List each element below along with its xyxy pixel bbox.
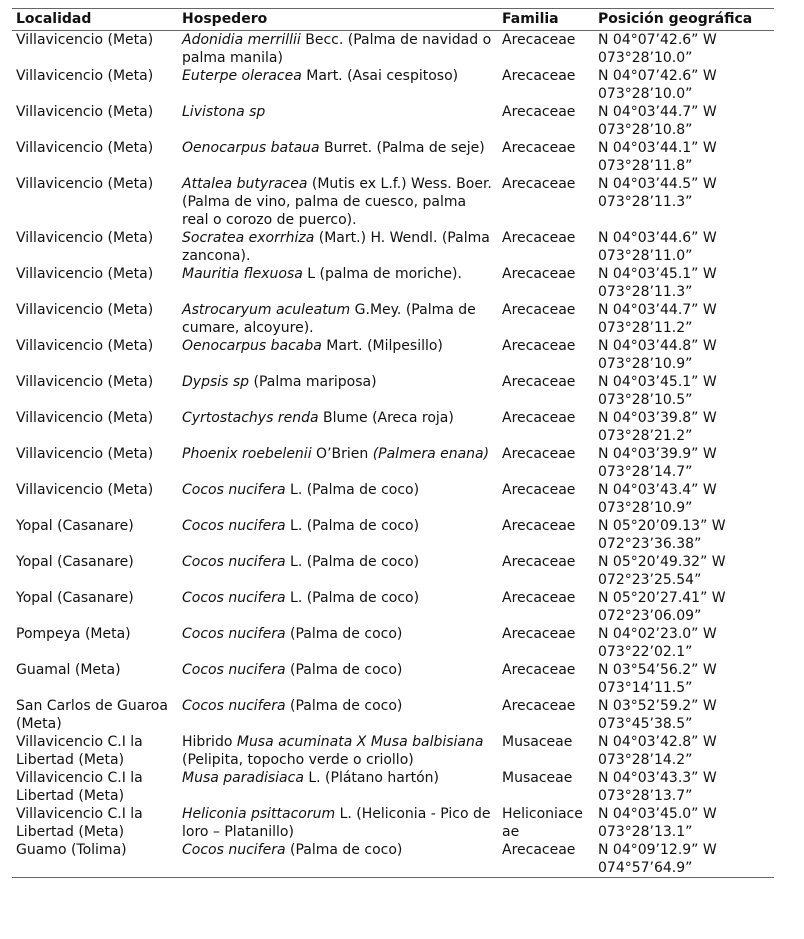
host-scientific-name: Astrocaryum aculeatum	[182, 302, 351, 318]
coord-longitude: 073°28’13.7”	[598, 788, 693, 804]
host-scientific-name: Cocos nucifera	[182, 482, 286, 498]
coord-longitude: 073°28’10.8”	[598, 122, 693, 138]
table-row	[12, 697, 774, 733]
host-scientific-name: Oenocarpus bacaba	[182, 338, 322, 354]
cell-familia: Arecaceae	[502, 554, 576, 570]
coord-longitude: 073°28’10.9”	[598, 500, 693, 516]
coord-longitude: 073°28’10.0”	[598, 86, 693, 102]
cell-hospedero	[178, 661, 498, 697]
cell-localidad: Villavicencio C.I la Libertad (Meta)	[16, 806, 143, 840]
cell-posicion	[594, 481, 774, 517]
table-row	[12, 229, 774, 265]
host-scientific-name: Cyrtostachys renda	[182, 410, 319, 426]
host-common-name: (Palma de coco)	[285, 662, 403, 678]
cell-familia: Musaceae	[502, 770, 573, 786]
host-common-name: (Mart.) H. Wendl. (Palma zancona).	[182, 230, 490, 264]
coord-longitude: 073°28’11.8”	[598, 158, 693, 174]
header-posicion: Posición geográfica	[594, 9, 774, 31]
coord-longitude: 073°28’11.0”	[598, 248, 693, 264]
cell-hospedero	[178, 409, 498, 445]
cell-localidad: Villavicencio (Meta)	[16, 176, 154, 192]
host-common-name: Blume (Areca roja)	[318, 410, 454, 426]
cell-hospedero	[178, 625, 498, 661]
cell-hospedero	[178, 301, 498, 337]
host-table	[12, 8, 774, 878]
host-common-name: Burret. (Palma de seje)	[319, 140, 485, 156]
cell-familia: Arecaceae	[502, 32, 576, 48]
cell-localidad: Villavicencio (Meta)	[16, 32, 154, 48]
table-row	[12, 337, 774, 373]
host-scientific-name: Livistona sp	[182, 104, 266, 120]
cell-posicion	[594, 409, 774, 445]
table-row	[12, 769, 774, 805]
host-common-name: (Palma de coco)	[285, 698, 403, 714]
cell-localidad: Villavicencio (Meta)	[16, 230, 154, 246]
coord-latitude: N 04°03’44.1” W	[598, 140, 717, 156]
cell-localidad: Guamo (Tolima)	[12, 841, 178, 878]
cell-localidad: Guamal (Meta)	[16, 662, 121, 678]
cell-posicion	[594, 697, 774, 733]
cell-hospedero	[178, 805, 498, 841]
header-familia: Familia	[498, 9, 594, 31]
cell-localidad: Yopal (Casanare)	[16, 590, 134, 606]
host-common-name: (Mutis ex L.f.) Wess. Boer. (Palma de vino, palma de cuesco, palma real o corozo de puerco).	[182, 176, 492, 228]
host-common-name: (Palma de coco)	[285, 626, 403, 642]
host-scientific-name: Cocos nucifera	[182, 842, 286, 858]
host-common-name: (Pelipita, topocho verde o criollo)	[182, 752, 414, 768]
coord-longitude: 073°28’10.9”	[598, 356, 693, 372]
coord-longitude: 072°23’06.09”	[598, 608, 702, 624]
host-common-name: L. (Heliconia - Pico de loro – Platanillo)	[182, 806, 491, 840]
cell-localidad: Villavicencio (Meta)	[16, 266, 154, 282]
cell-posicion	[594, 733, 774, 769]
table-row	[12, 409, 774, 445]
host-scientific-name: Musa paradisiaca	[182, 770, 304, 786]
cell-localidad: Villavicencio (Meta)	[16, 302, 154, 318]
cell-familia: Arecaceae	[502, 230, 576, 246]
cell-familia: Arecaceae	[502, 176, 576, 192]
cell-hospedero	[178, 265, 498, 301]
host-common-name: L. (Palma de coco)	[285, 482, 420, 498]
coord-latitude: N 04°03’44.7” W	[598, 104, 717, 120]
cell-localidad: Villavicencio (Meta)	[16, 68, 154, 84]
host-common-name: L. (Palma de coco)	[285, 518, 420, 534]
cell-localidad: Villavicencio (Meta)	[16, 140, 154, 156]
host-scientific-name: Cocos nucifera	[182, 518, 286, 534]
host-scientific-name: Cocos nucifera	[182, 626, 286, 642]
cell-posicion	[594, 229, 774, 265]
table-row	[12, 175, 774, 229]
cell-posicion	[594, 841, 774, 878]
coord-longitude: 074°57’64.9”	[598, 860, 693, 876]
table-row	[12, 139, 774, 175]
coord-latitude: N 05°20’09.13” W	[598, 518, 726, 534]
host-prefix: Hibrido	[182, 734, 237, 750]
cell-familia: Arecaceae	[502, 518, 576, 534]
table-row	[12, 31, 774, 68]
host-common-name: L (palma de moriche).	[302, 266, 462, 282]
cell-posicion	[594, 661, 774, 697]
host-scientific-name: Attalea butyracea	[182, 176, 308, 192]
table-row	[12, 265, 774, 301]
coord-longitude: 073°28’11.3”	[598, 194, 693, 210]
table-body	[12, 31, 774, 878]
cell-familia: Arecaceae	[502, 140, 576, 156]
cell-posicion	[594, 805, 774, 841]
table-row	[12, 481, 774, 517]
host-common-name: O’Brien	[311, 446, 373, 462]
host-common-name-italic: (Palmera enana)	[372, 446, 490, 462]
host-common-name: (Palma de coco)	[285, 842, 403, 858]
cell-localidad: Villavicencio (Meta)	[16, 446, 154, 462]
cell-posicion	[594, 67, 774, 103]
coord-latitude: N 04°03’44.6” W	[598, 230, 717, 246]
coord-latitude: N 03°52’59.2” W	[598, 698, 717, 714]
cell-localidad: Villavicencio (Meta)	[16, 104, 154, 120]
cell-posicion	[594, 625, 774, 661]
cell-posicion	[594, 589, 774, 625]
coord-longitude: 073°14’11.5”	[598, 680, 693, 696]
cell-hospedero	[178, 841, 498, 878]
table-row	[12, 301, 774, 337]
coord-latitude: N 03°54’56.2” W	[598, 662, 717, 678]
cell-familia: Arecaceae	[502, 410, 576, 426]
table-header-row	[12, 9, 774, 31]
coord-latitude: N 04°02’23.0” W	[598, 626, 717, 642]
coord-latitude: N 05°20’27.41” W	[598, 590, 726, 606]
coord-latitude: N 04°09’12.9” W	[598, 842, 717, 858]
cell-hospedero	[178, 139, 498, 175]
coord-latitude: N 04°03’45.0” W	[598, 806, 717, 822]
cell-posicion	[594, 337, 774, 373]
header-hospedero: Hospedero	[178, 9, 498, 31]
cell-localidad: Villavicencio (Meta)	[16, 338, 154, 354]
cell-localidad: Villavicencio (Meta)	[16, 482, 154, 498]
cell-familia: Arecaceae	[502, 662, 576, 678]
coord-longitude: 073°28’14.7”	[598, 464, 693, 480]
cell-posicion	[594, 769, 774, 805]
cell-localidad: Pompeya (Meta)	[16, 626, 131, 642]
cell-familia: Arecaceae	[502, 68, 576, 84]
coord-latitude: N 04°03’39.8” W	[598, 410, 717, 426]
host-scientific-name: Mauritia flexuosa	[182, 266, 303, 282]
cell-posicion	[594, 265, 774, 301]
coord-longitude: 073°28’21.2”	[598, 428, 693, 444]
table-row	[12, 445, 774, 481]
cell-hospedero	[178, 481, 498, 517]
host-scientific-name: Socratea exorrhiza	[182, 230, 315, 246]
cell-posicion	[594, 301, 774, 337]
cell-localidad: Yopal (Casanare)	[16, 518, 134, 534]
cell-hospedero	[178, 373, 498, 409]
cell-posicion	[594, 373, 774, 409]
coord-longitude: 072°23’25.54”	[598, 572, 702, 588]
coord-longitude: 073°28’11.2”	[598, 320, 693, 336]
coord-latitude: N 05°20’49.32” W	[598, 554, 726, 570]
table-row	[12, 517, 774, 553]
cell-localidad: Villavicencio (Meta)	[16, 410, 154, 426]
coord-latitude: N 04°03’43.3” W	[598, 770, 717, 786]
cell-localidad: Villavicencio C.I la Libertad (Meta)	[16, 770, 143, 804]
table-row	[12, 733, 774, 769]
table-row	[12, 661, 774, 697]
cell-posicion	[594, 175, 774, 229]
table-row	[12, 625, 774, 661]
cell-familia: Musaceae	[502, 734, 573, 750]
cell-familia: Arecaceae	[502, 302, 576, 318]
cell-hospedero	[178, 517, 498, 553]
cell-familia: Heliconiaceae	[502, 806, 583, 840]
cell-familia: Arecaceae	[502, 446, 576, 462]
cell-familia: Arecaceae	[498, 841, 594, 878]
cell-posicion	[594, 31, 774, 68]
cell-posicion	[594, 103, 774, 139]
cell-hospedero	[178, 337, 498, 373]
coord-longitude: 073°28’10.0”	[598, 50, 693, 66]
host-scientific-name: Euterpe oleracea	[182, 68, 302, 84]
cell-localidad: Villavicencio C.I la Libertad (Meta)	[16, 734, 143, 768]
host-common-name: Mart. (Milpesillo)	[321, 338, 443, 354]
host-scientific-name: Cocos nucifera	[182, 590, 286, 606]
host-common-name: (Palma mariposa)	[249, 374, 377, 390]
cell-familia: Arecaceae	[502, 626, 576, 642]
coord-latitude: N 04°03’39.9” W	[598, 446, 717, 462]
coord-latitude: N 04°03’44.8” W	[598, 338, 717, 354]
cell-familia: Arecaceae	[502, 482, 576, 498]
cell-hospedero	[178, 103, 498, 139]
host-scientific-name: Adonidia merrillii	[182, 32, 301, 48]
cell-familia: Arecaceae	[502, 104, 576, 120]
host-scientific-name: Cocos nucifera	[182, 554, 286, 570]
header-localidad: Localidad	[12, 9, 178, 31]
host-common-name: L. (Palma de coco)	[285, 554, 420, 570]
coord-longitude: 073°28’10.5”	[598, 392, 693, 408]
cell-familia: Arecaceae	[502, 266, 576, 282]
cell-familia: Arecaceae	[502, 698, 576, 714]
cell-hospedero	[178, 733, 498, 769]
cell-hospedero	[178, 589, 498, 625]
cell-hospedero	[178, 31, 498, 68]
coord-latitude: N 04°03’44.5” W	[598, 176, 717, 192]
cell-posicion	[594, 553, 774, 589]
host-scientific-name: Musa acuminata X Musa balbisiana	[236, 734, 484, 750]
host-scientific-name: Heliconia psittacorum	[182, 806, 336, 822]
table-row	[12, 805, 774, 841]
cell-hospedero	[178, 553, 498, 589]
coord-latitude: N 04°03’42.8” W	[598, 734, 717, 750]
coord-latitude: N 04°03’43.4” W	[598, 482, 717, 498]
host-scientific-name: Phoenix roebelenii	[182, 446, 312, 462]
cell-hospedero	[178, 697, 498, 733]
cell-hospedero	[178, 67, 498, 103]
table-row	[12, 67, 774, 103]
coord-longitude: 073°45’38.5”	[598, 716, 693, 732]
cell-posicion	[594, 445, 774, 481]
coord-longitude: 073°22’02.1”	[598, 644, 693, 660]
cell-familia: Arecaceae	[502, 338, 576, 354]
cell-hospedero	[178, 769, 498, 805]
cell-familia: Arecaceae	[502, 374, 576, 390]
host-common-name: L. (Plátano hartón)	[303, 770, 439, 786]
coord-latitude: N 04°03’44.7” W	[598, 302, 717, 318]
cell-hospedero	[178, 229, 498, 265]
cell-hospedero	[178, 175, 498, 229]
coord-longitude: 073°28’14.2”	[598, 752, 693, 768]
host-scientific-name: Cocos nucifera	[182, 662, 286, 678]
cell-localidad: Villavicencio (Meta)	[16, 374, 154, 390]
coord-latitude: N 04°03’45.1” W	[598, 374, 717, 390]
coord-longitude: 073°28’13.1”	[598, 824, 693, 840]
host-scientific-name: Oenocarpus bataua	[182, 140, 320, 156]
cell-hospedero	[178, 445, 498, 481]
cell-posicion	[594, 139, 774, 175]
host-common-name: Mart. (Asai cespitoso)	[301, 68, 459, 84]
host-common-name: Becc. (Palma de navidad o palma manila)	[182, 32, 492, 66]
table-row	[12, 841, 774, 878]
cell-familia: Arecaceae	[502, 590, 576, 606]
coord-latitude: N 04°07’42.6” W	[598, 32, 717, 48]
table-row	[12, 373, 774, 409]
cell-localidad: Yopal (Casanare)	[16, 554, 134, 570]
cell-localidad: San Carlos de Guaroa (Meta)	[16, 698, 168, 732]
coord-longitude: 072°23’36.38”	[598, 536, 702, 552]
host-common-name: G.Mey. (Palma de cumare, alcoyure).	[182, 302, 476, 336]
table-row	[12, 103, 774, 139]
table-row	[12, 589, 774, 625]
coord-latitude: N 04°03’45.1” W	[598, 266, 717, 282]
coord-latitude: N 04°07’42.6” W	[598, 68, 717, 84]
cell-posicion	[594, 517, 774, 553]
host-scientific-name: Dypsis sp	[182, 374, 250, 390]
host-common-name: L. (Palma de coco)	[285, 590, 420, 606]
host-scientific-name: Cocos nucifera	[182, 698, 286, 714]
table-row	[12, 553, 774, 589]
coord-longitude: 073°28’11.3”	[598, 284, 693, 300]
